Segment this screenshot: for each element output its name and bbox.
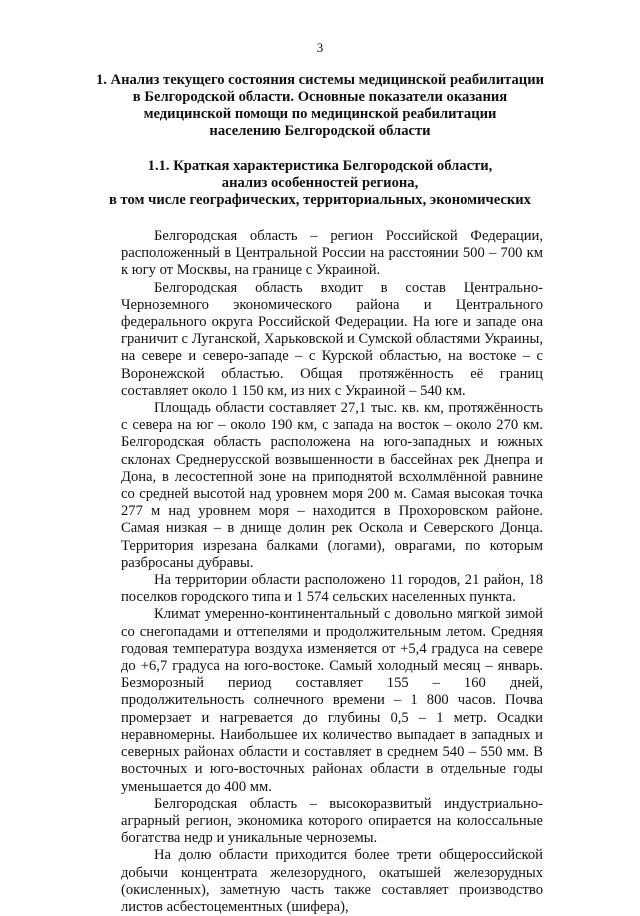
paragraph-area-relief: Площадь области составляет 27,1 тыс. кв. км, протяжённость с севера на юг – около 190 км, с запада на восток – около 270 км. Белгородская область расположена на юго-западных и южных склонах Среднерусской возвышенности в бассейнах рек Днепра и Дона, в лесостепной зоне на приподнятой всхолмлённой равнине со средней высотой над уровнем моря 200 м. Самая высокая точка 277 м над уровнем моря – находится в Прохоровском районе. Самая низкая – в днище долин рек Оскола и Северского Донца. Территория изрезана балками (логами), оврагами, по которым разбросаны дубравы. (121, 400, 543, 571)
subsection-heading-line: 1.1. Краткая характеристика Белгородской области, (147, 158, 493, 174)
paragraph-settlements: На территории области расположено 11 городов, 21 район, 18 поселков городского типа и 1 574 сельских населенных пункта. (121, 572, 543, 606)
subsection-heading-line: анализ особенностей региона, (221, 175, 419, 191)
section-heading-line: 1. Анализ текущего состояния системы медицинской реабилитации (95, 72, 545, 88)
section-heading (0, 72, 640, 140)
paragraph-borders: Белгородская область входит в состав Центрально-Черноземного экономического района и Центрального федерального округа Российской Федерации. На юге и западе она граничит с Луганской, Харьковской и Сумской областями Украины, на севере и северо-западе – с Курской областью, на востоке – с Воронежской областью. Общая протяжённость её границ составляет около 1 150 км, из них с Украиной – 540 км. (121, 279, 543, 399)
paragraph-climate: Климат умеренно-континентальный с довольно мягкой зимой со снегопадами и оттепелями и продолжительным летом. Средняя годовая температура воздуха изменяется от +5,4 градуса на севере до +6,7 градуса на юго-востоке. Самый холодный месяц – январь. Безморозный период составляет 155 – 160 дней, продолжительность солнечного времени – 1 800 часов. Почва промерзает и нагревается до глубины 0,5 – 1 метр. Осадки неравномерны. Наибольшее их количество выпадает в западных и северных районах области и составляет в среднем 540 – 550 мм. В восточных и юго-восточных районах области в отдельные годы уменьшается до 400 мм. (121, 606, 543, 795)
paragraph-mining-share: На долю области приходится более трети общероссийской добычи концентрата железорудного, окатышей железорудных (окисленных), заметную часть также составляет производство листов асбестоцементных (шифера), (121, 847, 543, 915)
subsection-heading-line: в том числе географических, территориальных, экономических (109, 192, 531, 208)
section-heading-line: в Белгородской области. Основные показатели оказания (132, 89, 508, 105)
paragraph-region-location: Белгородская область – регион Российской Федерации, расположенный в Центральной России на расстоянии 500 – 700 км к югу от Москвы, на границе с Украиной. (121, 228, 543, 279)
section-heading-line: медицинской помощи по медицинской реабилитации (143, 106, 497, 122)
body-text (121, 228, 543, 916)
paragraph-economy: Белгородская область – высокоразвитый индустриально-аграрный регион, экономика которого опирается на колоссальные богатства недр и уникальные черноземы. (121, 795, 543, 847)
subsection-heading (0, 158, 640, 209)
section-heading-line: населению Белгородской области (209, 123, 431, 139)
page-number: 3 (316, 40, 324, 55)
